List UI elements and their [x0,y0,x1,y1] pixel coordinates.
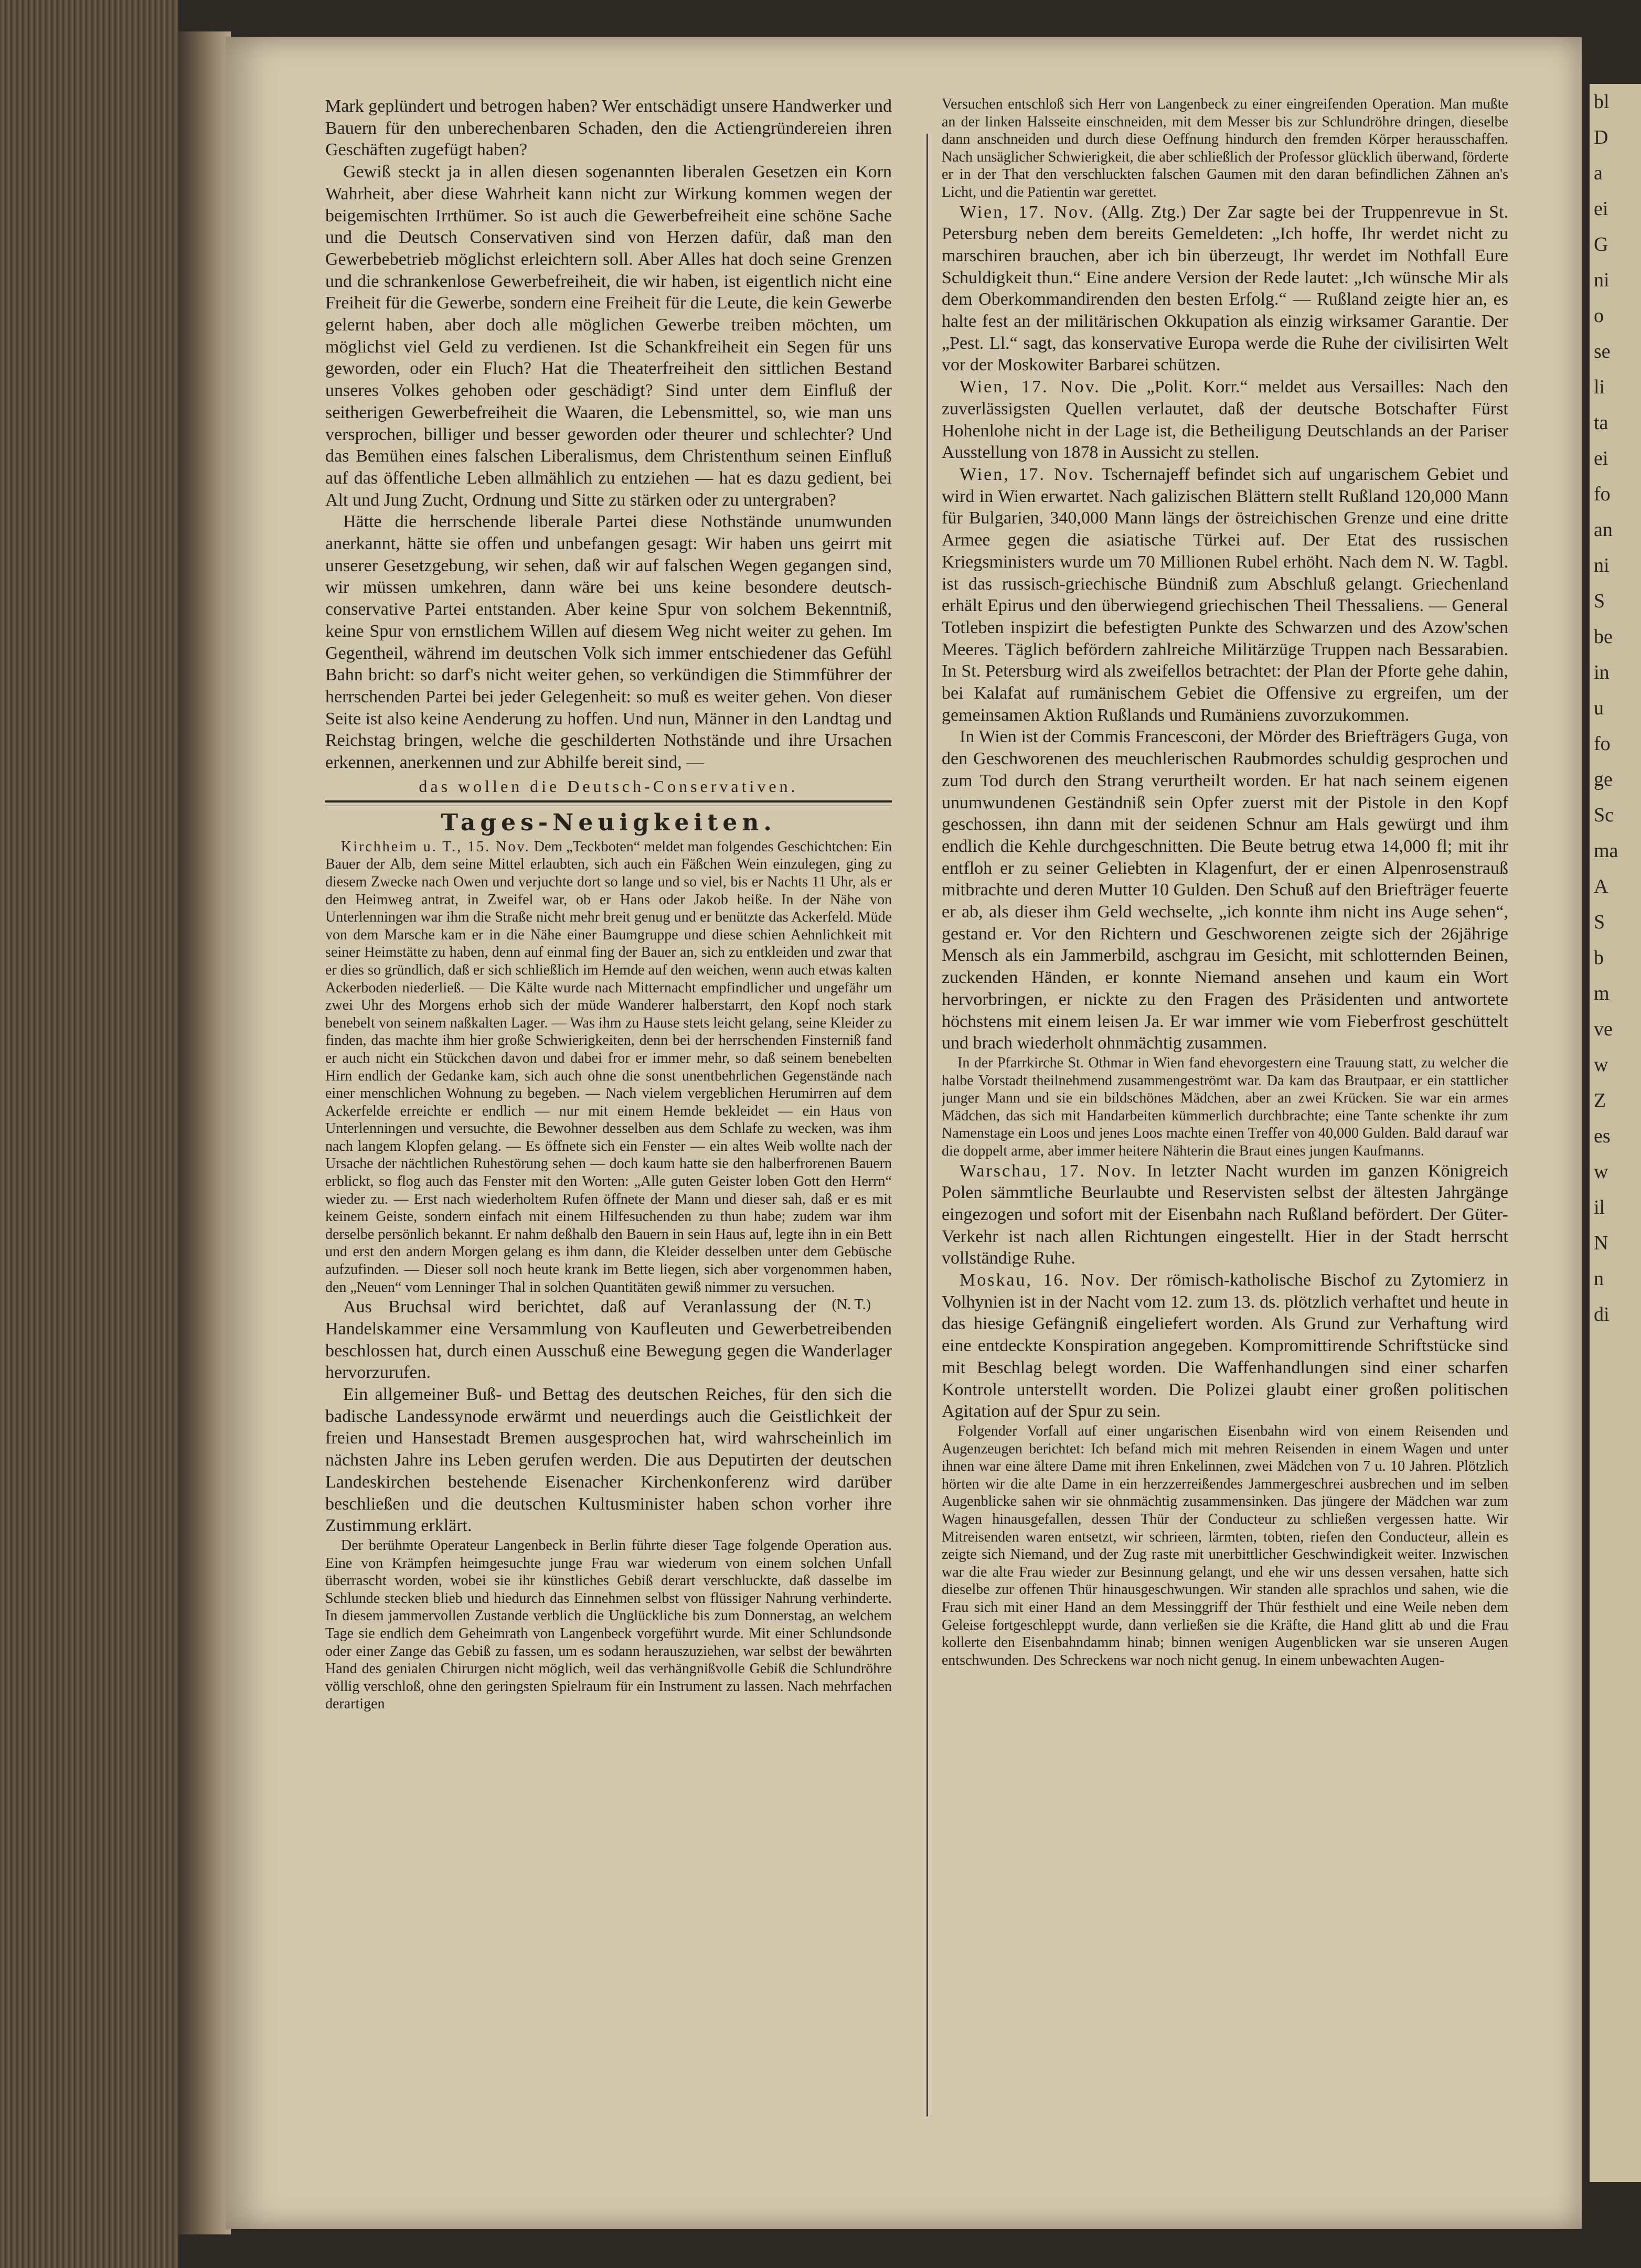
adjacent-page-text-fragment: ge [1594,768,1613,790]
adjacent-page-text-fragment: S [1594,590,1605,612]
news-item-bruchsal: Aus Bruchsal wird berichtet, daß auf Veranlassung der Handelskammer eine Versammlung von Kaufleuten und Gewerbetreibenden beschlossen hat, durch einen Ausschuß eine Bewegung gegen die Wanderlager hervorzurufen. [325,1297,892,1383]
article-paragraph: Hätte die herrschende liberale Partei diese Nothstände unumwunden anerkannt, hätte sie offen und unbefangen gesagt: Wir haben uns geirrt mit unserer Gesetzgebung, wir sehen, daß wir auf falschen Wegen gegangen sind, wir müssen umkehren, dann wäre bei uns keine besondere deutsch-conservative Partei entstanden. Aber keine Spur von solchem Bekenntniß, keine Spur von ernstlichem Willen auf diesem Weg nicht weiter zu gehen. Im Gegentheil, während im deutschen Volk sich immer entschiedener das Gefühl Bahn bricht: so darf's nicht weiter gehen, so verkündigen die Stimmführer der herrschenden Partei bei jeder Gelegenheit: so muß es weiter gehen. Von dieser Seite ist also keine Aenderung zu hoffen. Und nun, Männer in den Landtag und Reichstag bringen, welche die geschilderten Nothstände und ihre Ursachen erkennen, anerkennen und zur Abhilfe bereit sind, — [325,512,892,773]
article-closing-line: das wollen die Deutsch-Conservativen. [419,776,798,796]
news-item-langenbeck-continued: Versuchen entschloß sich Herr von Langenbeck zu einer eingreifenden Operation. Man mußte an der linken Halsseite einschneiden, mit dem Messer bis zur Schlundröhre dringen, dieselbe dann anschneiden und durch diese Oeffnung hindurch den fremden Körper herausschaffen. Nach unsäglicher Schwierigkeit, die aber schließlich der Professor glücklich überwand, förderte er in der That den verschluckten falschen Gaumen mit den daran befindlichen Zähnen an's Licht, und die Patientin war gerettet. [942,96,1508,200]
dateline: Moskau, 16. Nov. [960,1270,1122,1290]
news-item-francesconi: In Wien ist der Commis Francesconi, der Mörder des Briefträgers Guga, von den Geschworenen des meuchlerischen Raubmordes schuldig gesprochen und zum Tod durch den Strang verurtheilt worden. Er hat nach seinem eigenen unumwundenen Geständniß sein Opfer zuerst mit der Pistole in den Kopf geschossen, ihn dann mit der seidenen Schnur am Hals gewürgt und ihm endlich die Kehle durchgeschnitten. Die Beute betrug etwa 14,000 fl; mit ihr entfloh er zu seiner Geliebten in Klagenfurt, der er einen Alpenrosenstrauß mitbrachte und deren Mutter 10 Gulden. Den Schuß auf den Briefträger feuerte er ab, als dieser ihm Geld wechselte, „ich konnte ihm nicht ins Auge sehen“, gestand er. Vor den Richtern und Geschworenen zeigte sich der 26jährige Mensch als ein Jammerbild, aschgrau im Gesicht, mit schlotternden Beinen, zuckenden Händen, er konnte Niemand ansehen und kaum ein Wort hervorbringen, er nickte zu den Fragen des Präsidenten und antwortete höchstens mit einem leisen Ja. Er war immer wie vom Fieberfrost geschüttelt und brach wiederholt ohnmächtig zusammen. [942,727,1508,1053]
adjacent-page-text-fragment: o [1594,305,1604,327]
article-paragraph: Gewiß steckt ja in allen diesen sogenannten liberalen Gesetzen ein Korn Wahrheit, aber diese Wahrheit kann nicht zur Wirkung kommen wegen der beigemischten Irrthümer. So ist auch die Gewerbefreiheit eine schöne Sache und die Deutsch Conservativen sind von Herzen dafür, daß man den Gewerbebetrieb möglichst erleichtern soll. Aber Alles hat doch seine Grenzen und die schrankenlose Gewerbefreiheit, die wir haben, ist eigentlich nicht eine Freiheit für die Gewerbe, sondern eine Freiheit für die Leute, die kein Gewerbe gelernt haben, aber doch alle möglichen Gewerbe treiben möchten, um möglichst viel Geld zu verdienen. Ist die Schankfreiheit ein Segen für uns geworden, oder ein Fluch? Hat die Theaterfreiheit den sittlichen Bestand unseres Volkes gehoben oder geschädigt? Sind unter dem Einfluß der seitherigen Gewerbefreiheit die Waaren, die Lebensmittel, so, wie man uns versprochen, billiger und besser geworden oder theurer und schlechter? Und das Bemühen eines falschen Liberalismus, dem Christenthum seinen Einfluß auf das öffentliche Leben allmählich zu entziehen — hat es dazu gedient, bei Alt und Jung Zucht, Ordnung und Sitte zu stärken oder zu untergraben? [325,162,892,510]
adjacent-page-text-fragment: n [1594,1268,1604,1290]
adjacent-page-text-fragment: ni [1594,554,1610,576]
adjacent-page-text-fragment: be [1594,626,1613,648]
section-title: Tages-Neuigkeiten. [441,809,776,836]
adjacent-page-text-fragment: ma [1594,840,1618,862]
book-gutter [178,31,231,2234]
adjacent-page-text-fragment: m [1594,982,1610,1004]
dateline: Wien, 17. Nov. [960,465,1095,484]
adjacent-page-text-fragment: bl [1594,91,1610,113]
adjacent-page-text-fragment: ei [1594,447,1608,469]
news-item-text: Dem „Teckboten“ meldet man folgendes Geschichtchen: Ein Bauer der Alb, dem seine Mittel erlaubten, sich auch ein Fäßchen Wein einzulegen, ging zu diesem Zwecke nach Owen und verjuchte dort so lange und so viel, bis er Nachts 11 Uhr, als er den Heimweg antrat, in Zweifel war, ob er Hans oder Jakob heiße. In der Nähe von Unterlenningen war ihm die Straße nicht mehr breit genug und er benützte das Ackerfeld. Müde von dem Marsche kam er in die Nähe einer Baumgruppe und diese schien Aehnlichkeit mit seiner Heimstätte zu haben, denn auf einmal fing der Bauer an, sich zu entkleiden und zwar that er dies so gründlich, daß er sich schließlich im Hemde auf den weichen, wenn auch etwas kalten Ackerboden niederließ. — Die Kälte wurde nach Mitternacht empfindlicher und ungefähr um zwei Uhr des Morgens erhob sich der müde Wanderer halberstarrt, den Kopf noch stark benebelt von seinem naßkalten Lager. — Was ihm zu Hause stets leicht gelang, seine Kleider zu finden, das machte ihm hier große Schwierigkeiten, denn bei der herrschenden Finsterniß fand er auch nicht ein Stückchen davon und dabei fror er immer mehr, so daß seinem benebelten Hirn endlich der Gedanke kam, sich auch ohne die sonst unentbehrlichen Gegenstände nach einer menschlichen Wohnung zu begeben. — Nach vielem vergeblichen Herumirren auf dem Ackerfelde erreichte er endlich — nur mit einem Hemde bekleidet — ein Haus von Unterlenningen und versuchte, die Bewohner desselben aus dem Schlafe zu wecken, was ihm nach langem Klopfen gelang. — Es öffnete sich ein Fenster — ein altes Weib wollte nach der Ursache der nächtlichen Ruhestörung sehen — doch kaum hatte sie den halberfrorenen Bauern erblickt, so flog auch das Fenster mit den Worten: „Alle guten Geister loben Gott den Herrn“ wieder zu. — Erst nach wiederholtem Rufen öffnete der Mann und dieser sah, daß er es mit keinem Geiste, sondern einfach mit einem Hilfesuchenden zu thun habe; zudem war ihm derselbe persönlich bekannt. Er nahm deßhalb den Bauern in sein Haus auf, legte ihn in ein Bett und erst den andern Morgen gelang es ihm dann, die Kleider desselben unter dem Gebüsche aufzufinden. — Dieser soll noch heute krank im Bette liegen, sich aber vorgenommen haben, den „Neuen“ vom Lenninger Thal in solchen Quantitäten gewiß nimmer zu versuchen. [325,838,892,1296]
adjacent-page-text-fragment: Sc [1594,804,1614,826]
adjacent-page-text-fragment: il [1594,1196,1605,1218]
section-divider [325,800,892,806]
adjacent-page-text-fragment: di [1594,1303,1610,1325]
source-signoff: (N. T.) [832,1297,871,1313]
adjacent-page-text-fragment: se [1594,340,1611,362]
adjacent-page-text-fragment: an [1594,519,1613,541]
adjacent-page-text-fragment: Z [1594,1089,1606,1111]
adjacent-page-text-fragment: ve [1594,1018,1613,1040]
news-item-kirchheim [325,838,892,1313]
dateline: Wien, 17. Nov. [960,202,1095,222]
right-column [942,95,1508,2152]
adjacent-page-text-fragment: G [1594,233,1608,255]
book-page-edges [0,0,178,2268]
article-paragraph: Mark geplündert und betrogen haben? Wer entschädigt unsere Handwerker und Bauern für den unberechenbaren Schaden, den die Actiengründereien ihren Geschäften zugefügt haben? [325,97,892,160]
adjacent-page-text-fragment: N [1594,1232,1608,1254]
news-item-wien-2 [942,376,1508,464]
adjacent-page-text-fragment: a [1594,162,1603,184]
adjacent-page-text-fragment: fo [1594,733,1611,755]
news-item-text: Der römisch-katholische Bischof zu Zytomierz in Volhynien ist in der Nacht vom 12. zum 13. ds. plötzlich verhaftet und heute in das hiesige Gefängniß eingeliefert worden. Als Grund zur Verhaftung wird eine entdeckte Konspiration angegeben. Kompromittirende Schriftstücke sind mit Beschlag belegt worden. Die Waffenhandlungen sind einer scharfen Kontrole unterstellt worden. Die Polizei glaubt einer großen politischen Agitation auf der Spur zu sein. [942,1270,1508,1421]
news-item-text: In letzter Nacht wurden im ganzen Königreich Polen sämmtliche Beurlaubte und Reservisten selbst der ältesten Jahrgänge eingezogen und sofort mit der Eisenbahn nach Rußland befördert. Der Güter-Verkehr ist nach allen Richtungen eingestellt. Hier in der Stadt herrscht vollständige Ruhe. [942,1161,1508,1268]
adjacent-page-text-fragment: ta [1594,412,1608,434]
adjacent-page-text-fragment: es [1594,1125,1611,1147]
news-item-warschau [942,1160,1508,1270]
news-item-text: Die „Polit. Korr.“ meldet aus Versailles: Nach den zuverlässigsten Quellen verlautet, daß der deutsche Botschafter Fürst Hohenlohe nicht in der Lage ist, die Betheiligung Deutschlands an der Pariser Ausstellung von 1878 in Aussicht zu stellen. [942,377,1508,463]
news-item-wien-1 [942,201,1508,377]
adjacent-page-fragment [1590,84,1641,2182]
dateline: Warschau, 17. Nov. [960,1161,1137,1181]
adjacent-page-text-fragment: in [1594,661,1610,683]
news-item-eisenbahn: Folgender Vorfall auf einer ungarischen Eisenbahn wird von einem Reisenden und Augenzeugen berichtet: Ich befand mich mit mehren Reisenden in einem Wagen und unter ihnen war eine ältere Dame mit ihren Enkelinnen, zwei Mädchen von 7 u. 10 Jahren. Plötzlich hörten wir die alte Dame in ein herzzerreißendes Jammergeschrei ausbrechen und im selben Augenblicke sahen wir sie ohnmächtig zusammensinken. Das jüngere der Mädchen war zum Wagen hinausgefallen, dessen Thür der Conducteur zu schließen vergessen hatte. Wir Mitreisenden waren entsetzt, wir schrieen, lärmten, tobten, riefen den Conducteur, allein es zeigte sich Niemand, und der Zug raste mit unerbittlicher Geschwindigkeit weiter. Inzwischen war die alte Frau wieder zur Besinnung gelangt, und ehe wir uns dessen versahen, hatte sich dieselbe zur offenen Thür hinausgeschwungen. Wir standen alle sprachlos und sahen, wie die Frau sich mit einer Hand an dem Messinggriff der Thür festhielt und eine Weile neben dem Geleise fortgeschleppt wurde, dann verließen sie die Kräfte, die Hand glitt ab und die Frau kollerte den Eisenbahndamm hinab; binnen wenigen Augenblicken war sie unseren Augen entschwunden. Des Schreckens war noch nicht genug. In einem unbewachten Augen- [942,1422,1508,1668]
news-item-langenbeck: Der berühmte Operateur Langenbeck in Berlin führte dieser Tage folgende Operation aus. Eine von Krämpfen heimgesuchte junge Frau war wiederum von einem solchen Unfall überrascht worden, wobei sie ihr künstliches Gebiß derart verschluckte, daß dasselbe im Schlunde stecken blieb und hiedurch das Einnehmen selbst von flüssiger Nahrung verhinderte. In diesem jammervollen Zustande verblich die Unglückliche bis zum Donnerstag, an welchem Tage sie endlich dem Geheimrath von Langenbeck vorgeführt wurde. Mit einer Schlundsonde oder einer Zange das Gebiß zu fassen, um es sodann herauszuziehen, war selbst der bewährten Hand des genialen Chirurgen nicht möglich, weil das verhängnißvolle Gebiß die Schlundröhre völlig verschloß, ohne den geringsten Spielraum für ein Instrument zu lassen. Nach mehrfachen derartigen [325,1537,892,1713]
news-item-wien-3 [942,464,1508,726]
adjacent-page-text-fragment: u [1594,697,1604,719]
left-column [325,95,892,2152]
dateline: Wien, 17. Nov. [960,377,1101,397]
adjacent-page-text-fragment: li [1594,376,1605,398]
adjacent-page-text-fragment: D [1594,126,1608,148]
news-item-text: (Allg. Ztg.) Der Zar sagte bei der Truppenrevue in St. Petersburg neben dem bereits Gemeldeten: „Ich hoffe, Ihr werdet nicht zu marschiren brauchen, aber ich bin überzeugt, Ihr werdet im Nothfall Eure Schuldigkeit thun.“ Eine andere Version der Rede lautet: „Ich wünsche Mir als dem Oberkommandirenden den besten Erfolg.“ — Rußland zeigte hier an, es halte fest an der militärischen Okkupation als einzig wirksamer Garantie. Der „Pest. Ll.“ sagt, das konservative Europa werde die Ruhe der civilisirten Welt vor der Moskowiter Barbarei schützen. [942,202,1508,375]
adjacent-page-text-fragment: b [1594,947,1604,969]
adjacent-page-text-fragment: A [1594,875,1608,897]
adjacent-page-text-fragment: w [1594,1161,1608,1183]
news-item-text: Tschernajeff befindet sich auf ungarischem Gebiet und wird in Wien erwartet. Nach galizischen Blättern stellt Rußland 120,000 Mann für Bulgarien, 340,000 Mann längs der östreichischen Grenze und eine dritte Armee gegen die asiatische Türkei auf. Der Etat des russischen Kriegsministers wurde um 70 Millionen Rubel erhöht. Nach dem N. W. Tagbl. ist das russisch-griechische Bündniß zum Abschluß gelangt. Griechenland erhält Epirus und den überwiegend griechischen Theil Thessaliens. — General Totleben inspizirt die befestigten Punkte des Schwarzen und des Azow'schen Meeres. Täglich befördern zahlreiche Militärzüge Truppen nach Bessarabien. In St. Petersburg wird als zweifellos betrachtet: der Plan der Pforte gehe dahin, bei Kalafat auf rumänischem Gebiet die Offensive zu ergreifen, um der gemeinsamen Aktion Rußlands und Rumäniens zuvorzukommen. [942,465,1508,725]
adjacent-page-text-fragment: ei [1594,198,1608,220]
adjacent-page-text-fragment: ni [1594,269,1610,291]
news-item-moskau [942,1269,1508,1422]
news-item-pfarrkirche: In der Pfarrkirche St. Othmar in Wien fand ehevorgestern eine Trauung statt, zu welcher die halbe Vorstadt theilnehmend zusammengeströmt war. Da kam das Brautpaar, er ein stattlicher junger Mann und sie ein bildschönes Mädchen, aber an zwei Krücken. Sie war ein armes Mädchen, das sich mit Handarbeiten kümmerlich durchbrachte; eine Tante schenkte ihr zum Namenstage ein Loos und jenes Loos machte einen Treffer von 40,000 Gulden. Bald darauf war die doppelt arme, aber immer heitere Nähterin die Braut eines jungen Kaufmanns. [942,1054,1508,1159]
adjacent-page-text-fragment: S [1594,911,1605,933]
column-divider [926,134,928,2116]
adjacent-page-text-fragment: w [1594,1054,1608,1076]
adjacent-page-text-fragment: fo [1594,483,1611,505]
news-item-busstag: Ein allgemeiner Buß- und Bettag des deutschen Reiches, für den sich die badische Landessynode erwärmt und neuerdings auch die Geistlichkeit der freien und Hansestadt Bremen ausgesprochen hat, wird wahrscheinlich im nächsten Jahre ins Leben gerufen werden. Die aus Deputirten der deutschen Landeskirchen bestehende Eisenacher Kirchenkonferenz wird darüber beschließen und die deutschen Kultusminister haben schon vorher ihre Zustimmung erklärt. [325,1385,892,1536]
dateline: Kirchheim u. T., 15. Nov. [341,838,530,855]
